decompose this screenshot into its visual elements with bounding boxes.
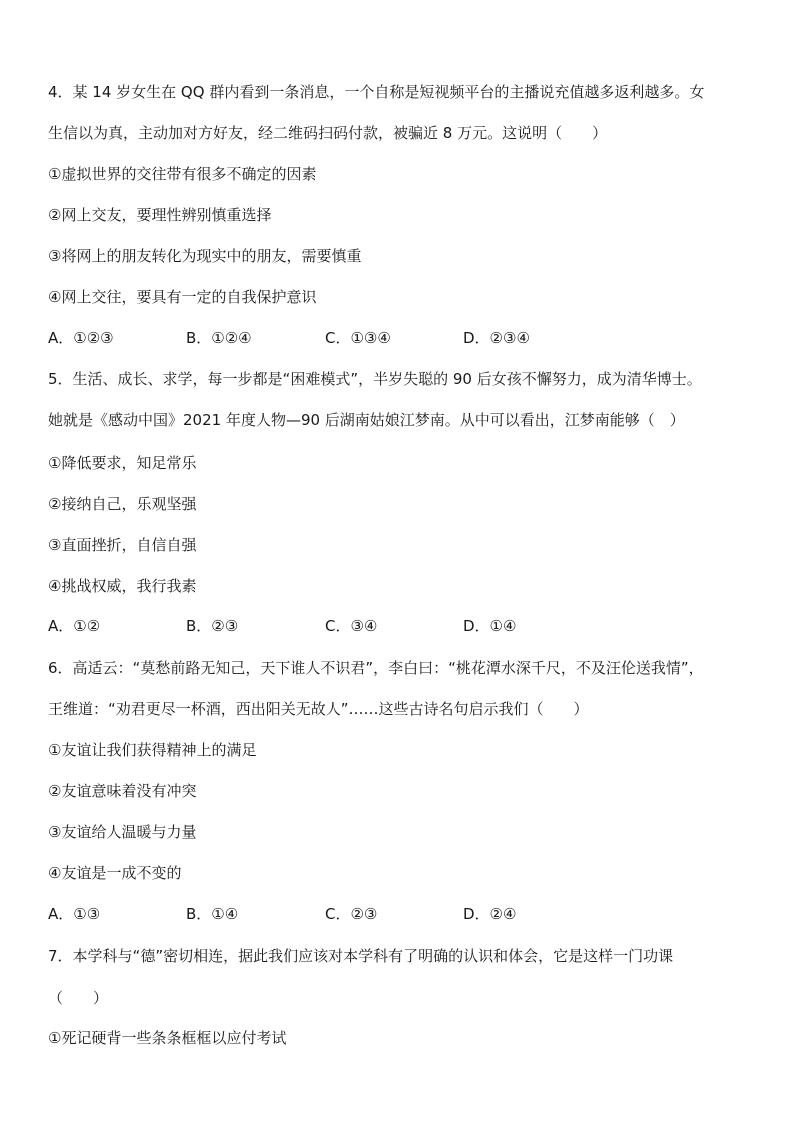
- question-6-item-3: ③友谊给人温暖与力量: [48, 823, 197, 841]
- question-5-item-4: ④挑战权威，我行我素: [48, 577, 197, 595]
- question-6-option-b: B．①④: [186, 905, 239, 923]
- question-4-option-b: B．①②④: [186, 329, 252, 347]
- question-6-option-d: D．②④: [463, 905, 517, 923]
- question-4-option-c: C．①③④: [325, 329, 391, 347]
- question-4-item-2: ②网上交友，要理性辨别慎重选择: [48, 206, 272, 224]
- question-6-stem-line-2: 王维道：“劝君更尽一杯酒，西出阳关无故人”……这些古诗名句启示我们（ ）: [48, 700, 589, 718]
- question-5-item-1: ①降低要求，知足常乐: [48, 454, 197, 472]
- question-4-item-1: ①虚拟世界的交往带有很多不确定的因素: [48, 165, 317, 183]
- question-5-option-d: D．①④: [463, 617, 517, 635]
- question-5-stem-line-1: 5．生活、成长、求学，每一步都是“困难模式”，半岁失聪的 90 后女孩不懈努力，成为清华博士。: [48, 370, 702, 388]
- question-5-option-b: B．②③: [186, 617, 239, 635]
- question-6-item-1: ①友谊让我们获得精神上的满足: [48, 741, 257, 759]
- question-6-stem-line-1: 6．高适云：“莫愁前路无知己，天下谁人不识君”，李白曰：“桃花潭水深千尺，不及汪伦送我情”，: [48, 659, 704, 677]
- question-4-stem-line-2: 生信以为真，主动加对方好友，经二维码扫码付款，被骗近 8 万元。这说明（ ）: [48, 124, 608, 142]
- question-4-item-3: ③将网上的朋友转化为现实中的朋友，需要慎重: [48, 247, 362, 265]
- question-5-item-2: ②接纳自己，乐观坚强: [48, 495, 197, 513]
- question-7-stem-line-1: 7．本学科与“德”密切相连，据此我们应该对本学科有了明确的认识和体会，它是这样一门功课: [48, 947, 674, 965]
- question-7-item-1: ①死记硬背一些条条框框以应付考试: [48, 1029, 287, 1047]
- question-5-option-a: A．①②: [48, 617, 101, 635]
- question-5-stem-line-2: 她就是《感动中国》2021 年度人物—90 后湖南姑娘江梦南。从中可以看出，江梦南能够（ ）: [48, 411, 685, 429]
- question-7-stem-line-2: （ ）: [48, 989, 109, 1007]
- question-4-item-4: ④网上交往，要具有一定的自我保护意识: [48, 288, 317, 306]
- question-6-option-a: A．①③: [48, 905, 101, 923]
- question-6-item-4: ④友谊是一成不变的: [48, 864, 182, 882]
- question-6-item-2: ②友谊意味着没有冲突: [48, 782, 197, 800]
- question-4-option-a: A．①②③: [48, 329, 114, 347]
- question-5-item-3: ③直面挫折，自信自强: [48, 536, 197, 554]
- question-5-option-c: C．③④: [325, 617, 378, 635]
- question-4-stem-line-1: 4．某 14 岁女生在 QQ 群内看到一条消息，一个自称是短视频平台的主播说充值越多返利越多。女: [48, 83, 705, 101]
- question-6-option-c: C．②③: [325, 905, 378, 923]
- question-4-option-d: D．②③④: [463, 329, 530, 347]
